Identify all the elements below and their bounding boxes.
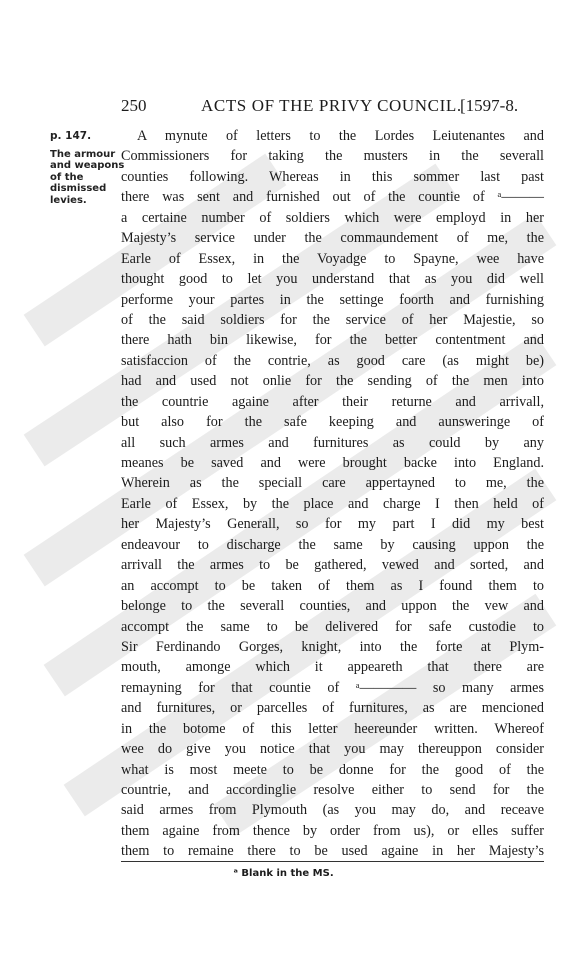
body-line: arrivall the armes to be gathered, vewed and sorted, and — [121, 557, 544, 574]
body-line: performe your partes in the settinge foorth and furnishing — [121, 291, 544, 308]
body-line: wee do give you notice that you may thereuppon consider — [121, 741, 544, 758]
margin-note — [50, 130, 125, 207]
body-line: Earle of Essex, in the Voyadge to Spayne, wee have — [121, 250, 544, 267]
margin-note-line: and weapons — [50, 160, 125, 172]
body-line: accompt the same to be delivered for safe custodie to — [121, 618, 544, 635]
body-line: in the botome of this letter heereunder written. Whereof — [121, 720, 544, 737]
body-line: the countrie againe after their returne and arrivall, — [121, 393, 544, 410]
body-line: Majesty’s service under the commaundement of me, the — [121, 230, 544, 247]
page-header — [0, 96, 567, 120]
body-line: a certaine number of soldiers which were employd in her — [121, 209, 544, 226]
body-line: said armes from Plymouth (as you may do, and receave — [121, 802, 544, 819]
body-line: remayning for that countie of ᵃ———— so many armes — [121, 679, 544, 696]
body-line: all such armes and furnitures as could by any — [121, 434, 544, 451]
body-line: endeavour to discharge the same by causing uppon the — [121, 536, 544, 553]
body-line: her Majesty’s Generall, so for my part I did my best — [121, 516, 544, 533]
footnote: ᵃ Blank in the MS. — [233, 868, 334, 879]
body-line: them againe from thence by order from us), or elles suffer — [121, 822, 544, 839]
margin-page-ref: p. 147. — [50, 130, 92, 142]
margin-note-line: of the — [50, 171, 84, 183]
body-line: counties following. Whereas in this sommer last past — [121, 168, 544, 185]
body-line: an accompt to be taken of them as I found them to — [121, 577, 544, 594]
body-line: mouth, amonge which it appeareth that there are — [121, 659, 544, 676]
body-line: satisfaccion of the contrie, as good care (as might be) — [121, 352, 544, 369]
body-line: but also for the safe keeping and aunsweringe of — [121, 414, 544, 431]
margin-note-line: The armour — [50, 148, 116, 160]
body-line: them to remaine there to be used againe in her Majesty’s — [121, 843, 544, 860]
margin-note-line: levies. — [50, 194, 87, 206]
body-line: thought good to let you understand that as you did well — [121, 271, 544, 288]
body-line: Sir Ferdinando Gorges, knight, into the forte at Plym- — [121, 638, 544, 655]
body-line: Commissioners for taking the musters in the severall — [121, 148, 544, 165]
margin-note-line: dismissed — [50, 183, 107, 195]
footnote-divider — [121, 861, 544, 862]
body-line: A mynute of letters to the Lordes Leiutenantes and — [137, 128, 544, 144]
body-line: meanes be saved and were brought backe into England. — [121, 455, 544, 471]
body-line: there hath bin likewise, for the better contentment and — [121, 332, 544, 349]
body-line: had and used not onlie for the sending of the men into — [121, 373, 544, 390]
year-range: [1597-8. — [460, 96, 519, 115]
body-line: belonge to the severall counties, and uppon the vew and — [121, 598, 544, 615]
body-line: countrie, and accordinglie resolve either to send for the — [121, 782, 544, 798]
body-line: what is most meete to be donne for the good of the — [121, 761, 544, 778]
body-line: Earle of Essex, by the place and charge I then held of — [121, 495, 544, 512]
page-number: 250 — [121, 96, 147, 115]
body-text — [121, 126, 544, 862]
body-line: and furnitures, or parcelles of furnitures, as are mencioned — [121, 700, 544, 717]
body-line: of the said soldiers for the service of her Majestie, so — [121, 311, 544, 328]
body-line: Wherein as the speciall care appertayned to me, the — [121, 475, 544, 492]
running-title: ACTS OF THE PRIVY COUNCIL. — [201, 96, 462, 115]
body-line: there was sent and furnished out of the countie of ᵃ——— — [121, 189, 544, 206]
